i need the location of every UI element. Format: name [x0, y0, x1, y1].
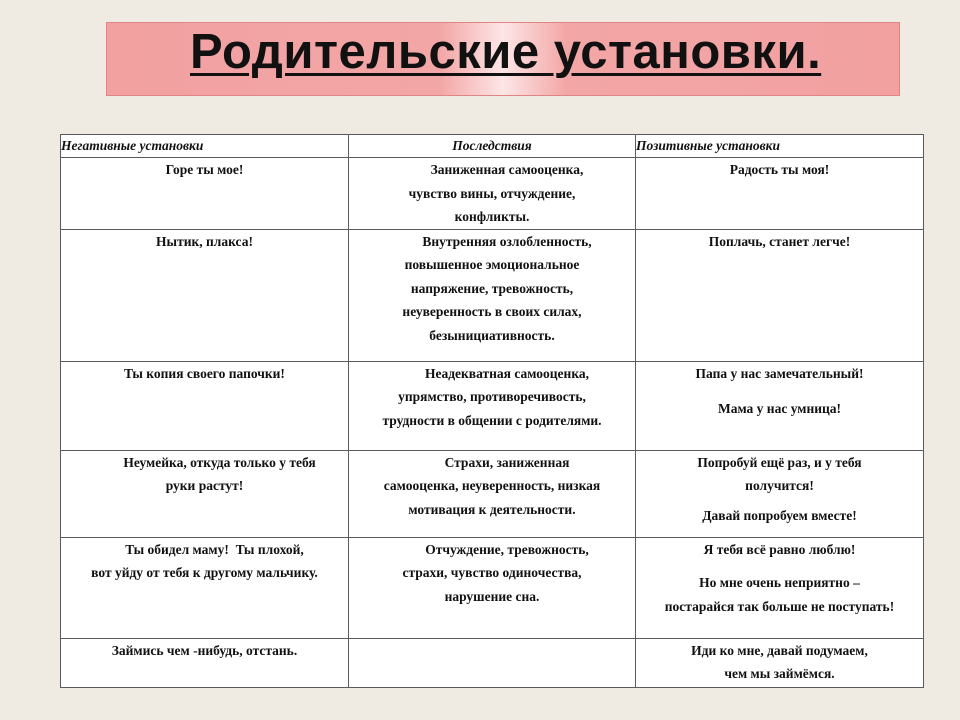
page-title: Родительские установки.	[190, 25, 822, 79]
cell-line: чем мы займёмся.	[724, 666, 835, 681]
table-row	[61, 450, 924, 537]
consequence-cell	[349, 537, 636, 638]
consequence-cell	[349, 229, 636, 361]
header-consequences: Последствия	[349, 135, 636, 158]
cell-line: Займись чем -нибудь, отстань.	[111, 642, 298, 658]
negative-cell	[61, 450, 349, 537]
header-negative: Негативные установки	[61, 135, 349, 158]
cell-line: Неумейка, откуда только у тебя	[123, 454, 316, 470]
positive-cell	[636, 229, 924, 361]
cell-line: нарушение сна.	[444, 588, 540, 604]
parental-attitudes-table	[60, 134, 924, 688]
consequence-cell	[349, 638, 636, 687]
table-row	[61, 537, 924, 638]
cell-line: конфликты.	[454, 209, 530, 224]
negative-cell	[61, 537, 349, 638]
cell-line: руки растут!	[165, 478, 244, 493]
negative-cell	[61, 158, 349, 230]
cell-line: Папа у нас замечательный!	[695, 365, 864, 381]
cell-line: неуверенность в своих силах,	[402, 304, 582, 319]
cell-line: Отчуждение, тревожность,	[425, 541, 589, 557]
cell-line: Внутренняя озлобленность,	[422, 233, 592, 249]
cell-line: получится!	[745, 478, 814, 493]
consequence-cell	[349, 450, 636, 537]
cell-line: Нытик, плакса!	[156, 233, 253, 249]
table-row	[61, 638, 924, 687]
cell-line: мотивация к деятельности.	[408, 501, 576, 517]
cell-line: Мама у нас умница!	[717, 401, 842, 416]
cell-line: трудности в общении с родителями.	[382, 412, 602, 428]
positive-cell	[636, 450, 924, 537]
cell-line: напряжение, тревожность,	[410, 280, 574, 296]
table-row	[61, 361, 924, 450]
negative-cell	[61, 229, 349, 361]
cell-line: Ты обидел маму! Ты плохой,	[125, 541, 304, 557]
cell-line: упрямство, противоречивость,	[398, 389, 586, 404]
negative-cell	[61, 638, 349, 687]
positive-cell	[636, 158, 924, 230]
cell-line: самооценка, неуверенность, низкая	[383, 478, 601, 493]
cell-line: Страхи, заниженная	[444, 454, 570, 470]
consequence-cell	[349, 158, 636, 230]
cell-line: чувство вины, отчуждение,	[408, 185, 576, 201]
cell-line: повышенное эмоциональное	[404, 257, 580, 272]
cell-line: Поплачь, станет легче!	[708, 233, 851, 249]
cell-line: безынициативность.	[429, 327, 555, 343]
cell-line: Заниженная самооценка,	[430, 162, 584, 177]
positive-cell	[636, 537, 924, 638]
cell-line: постарайся так больше не поступать!	[664, 598, 895, 614]
cell-line: вот уйду от тебя к другому мальчику.	[91, 565, 318, 580]
cell-line: Иди ко мне, давай подумаем,	[691, 642, 868, 658]
positive-cell	[636, 361, 924, 450]
cell-line: Давай попробуем вместе!	[702, 507, 857, 523]
cell-line: Ты копия своего папочки!	[124, 365, 285, 381]
header-positive: Позитивные установки	[636, 135, 924, 158]
table-row	[61, 229, 924, 361]
table-row	[61, 158, 924, 230]
cell-line: Попробуй ещё раз, и у тебя	[697, 454, 862, 470]
negative-cell	[61, 361, 349, 450]
cell-line: Радость ты моя!	[729, 162, 830, 177]
consequence-cell	[349, 361, 636, 450]
table-header-row	[61, 135, 924, 158]
cell-line: Горе ты мое!	[165, 162, 244, 177]
cell-line: страхи, чувство одиночества,	[402, 565, 582, 580]
cell-line: Неадекватная самооценка,	[424, 365, 590, 381]
cell-line: Я тебя всё равно люблю!	[703, 541, 856, 557]
positive-cell	[636, 638, 924, 687]
cell-line: Но мне очень неприятно –	[699, 575, 860, 590]
